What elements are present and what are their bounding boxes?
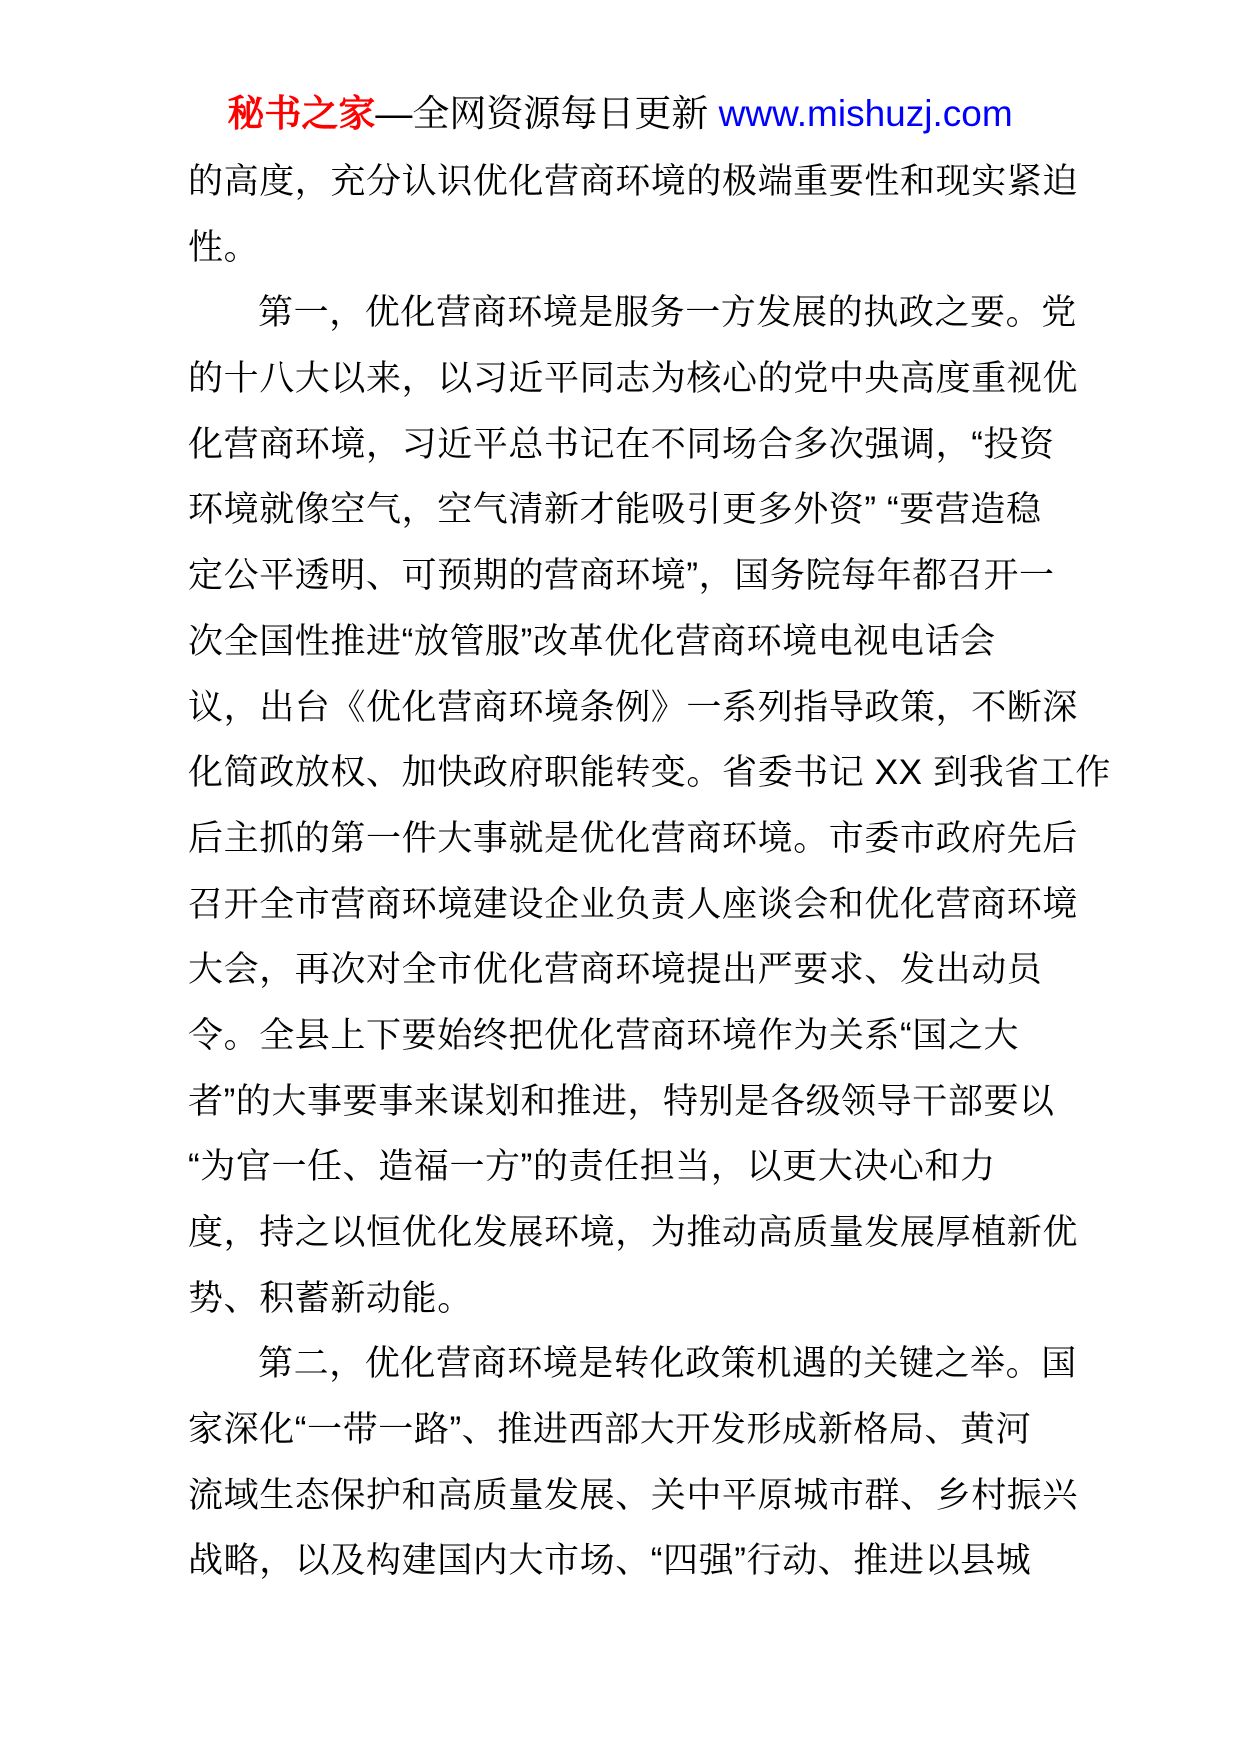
text-line: 大会，再次对全市优化营商环境提出严要求、发出动员 (188, 950, 1043, 990)
document-body (188, 149, 1111, 1594)
text-line: 性。 (188, 227, 260, 267)
text-line: 第一，优化营商环境是服务一方发展的执政之要。党 (258, 293, 1077, 333)
text-line: 化简政放权、加快政府职能转变。省委书记 XX 到我省工作 (188, 753, 1111, 793)
site-brand: 秘书之家 (227, 93, 376, 134)
text-line: 战略，以及构建国内大市场、“四强”行动、推进以县城 (188, 1541, 1032, 1581)
text-line: 势、积蓄新动能。 (188, 1278, 473, 1318)
site-tagline: —全网资源每日更新 (375, 93, 719, 134)
text-line: 环境就像空气，空气清新才能吸引更多外资” “要营造稳 (188, 490, 1042, 530)
text-line: 令。全县上下要始终把优化营商环境作为关系“国之大 (188, 1015, 1020, 1055)
text-line: 次全国性推进“放管服”改革优化营商环境电视电话会 (188, 621, 996, 661)
text-line: 后主抓的第一件大事就是优化营商环境。市委市政府先后 (188, 818, 1079, 858)
text-line: 第二，优化营商环境是转化政策机遇的关键之举。国 (258, 1344, 1077, 1384)
site-header (0, 88, 1240, 140)
text-line: 者”的大事要事来谋划和推进，特别是各级领导干部要以 (188, 1081, 1055, 1121)
text-line: 的高度，充分认识优化营商环境的极端重要性和现实紧迫 (188, 162, 1079, 201)
text-line: 化营商环境，习近平总书记在不同场合多次强调，“投资 (188, 424, 1055, 464)
text-line: 定公平透明、可预期的营商环境”，国务院每年都召开一 (188, 556, 1055, 596)
text-line: 议，出台《优化营商环境条例》一系列指导政策，不断深 (188, 687, 1079, 727)
text-line: 的十八大以来，以习近平同志为核心的党中央高度重视优 (188, 359, 1079, 399)
site-url-link[interactable]: www.mishuzj.com (718, 93, 1013, 134)
text-line: “为官一任、造福一方”的责任担当，以更大决心和力 (188, 1147, 996, 1187)
text-line: 召开全市营商环境建设企业负责人座谈会和优化营商环境 (188, 884, 1079, 924)
text-line: 家深化“一带一路”、推进西部大开发形成新格局、黄河 (188, 1410, 1032, 1450)
text-line: 流域生态保护和高质量发展、关中平原城市群、乡村振兴 (188, 1475, 1079, 1515)
text-line: 度，持之以恒优化发展环境，为推动高质量发展厚植新优 (188, 1213, 1079, 1252)
